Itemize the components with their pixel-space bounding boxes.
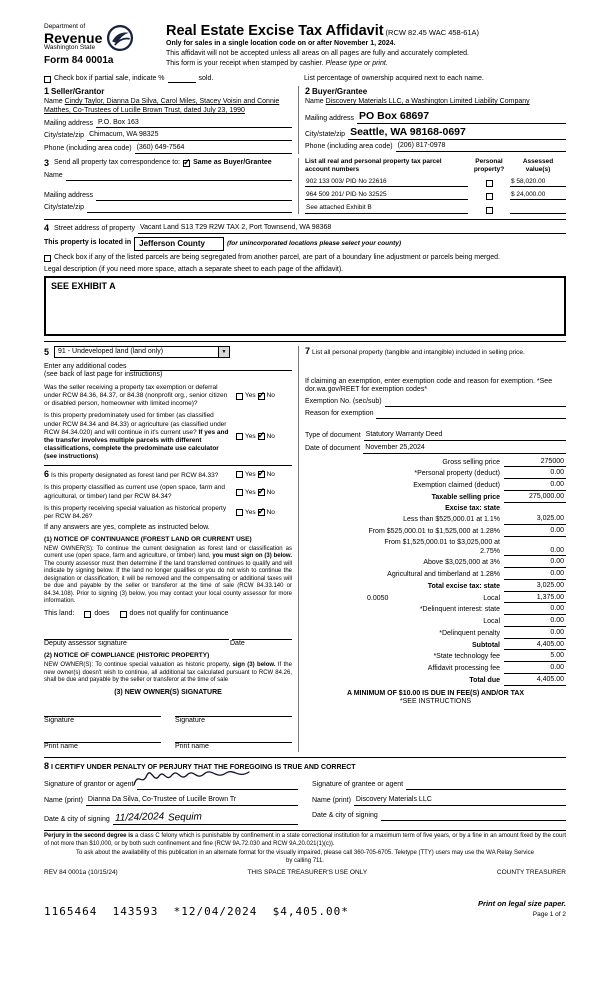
county-select[interactable]: Jefferson County xyxy=(134,237,224,251)
section-7-and-tax xyxy=(298,346,566,752)
parcel-table xyxy=(298,158,566,214)
tax-line-label: From $525,000.01 to $1,525,000 at 1.28% xyxy=(368,528,500,536)
s5q2-yes-checkbox[interactable] xyxy=(236,433,243,440)
tax-line xyxy=(305,582,566,592)
tax-line xyxy=(305,469,566,479)
tax-line-label: Total due xyxy=(469,676,500,684)
historical-question: Is this property receiving special valuation as historical property per RCW 84.26? Yes ✓ No xyxy=(44,505,292,521)
tax-line xyxy=(305,641,566,651)
tax-line-label: Local xyxy=(483,594,500,602)
s6q1-no-checkbox[interactable] xyxy=(258,471,265,478)
tax-line-label: From $1,525,000.01 to $3,025,000 at 2.75% xyxy=(384,538,500,555)
corr-city-field[interactable] xyxy=(87,204,292,213)
ownership-percent-note: List percentage of ownership acquired next to each name. xyxy=(304,74,484,82)
section-2-title: Buyer/Grantee xyxy=(312,87,368,97)
same-as-buyer-checkbox[interactable] xyxy=(183,160,190,167)
additional-codes-label: Enter any additional codes xyxy=(44,362,127,370)
tax-line xyxy=(305,664,566,674)
tax-line-value: 5.00 xyxy=(504,652,566,662)
tax-line xyxy=(305,458,566,468)
alternate-format-note: To ask about the availability of this publication in an alternate format for the visually impaired, please call 360-705-6705. Teletype (TTY) users may use the WA Relay Service by calling 711. xyxy=(76,850,534,864)
exemption-no-field[interactable] xyxy=(385,398,566,407)
corr-name-label: Name xyxy=(44,172,63,180)
segregated-label: Check box if any of the listed parcels are being segregated from another parcel, are part of a boundary line adjustment or parcels being merged. xyxy=(54,253,500,261)
tax-line xyxy=(305,505,566,514)
doc-date-field[interactable]: November 25,2024 xyxy=(363,444,566,454)
buyer-phone-field[interactable]: (206) 817-0978 xyxy=(396,142,566,152)
partial-sale-label: Check box if partial sale, indicate % xyxy=(54,74,165,82)
grantor-signature-block xyxy=(44,777,298,825)
print-name-1-field[interactable] xyxy=(44,734,161,743)
tax-line xyxy=(305,493,566,503)
reason-label: Reason for exemption xyxy=(305,410,374,418)
parcel-row xyxy=(305,178,566,187)
grantor-date-field[interactable]: 11/24/2024 Sequim xyxy=(113,812,298,826)
grantee-signature-block xyxy=(312,777,566,825)
timber-agriculture-question: Is this property predominately used for timber (as classified under RCW 84.34 and 84.33) or agriculture (as classified under RCW 84.34.020) and will continue in it's current use? If yes and the transfer involves multiple parcels with different classifications, complete the predominate use calculator (see instructions) Yes ✓ No xyxy=(44,412,292,461)
segregated-checkbox[interactable] xyxy=(44,255,51,262)
new-owner-signature-1-field[interactable] xyxy=(44,708,161,717)
legal-description-box[interactable]: SEE EXHIBIT A xyxy=(44,276,566,336)
header xyxy=(44,24,566,68)
tax-line-value: 0.00 xyxy=(504,617,566,627)
tax-line xyxy=(305,527,566,537)
does-qualify-checkbox[interactable] xyxy=(84,611,91,618)
tax-line-value: 0.00 xyxy=(504,547,566,557)
seller-phone-label: Phone (including area code) xyxy=(44,145,132,153)
section-4-property: 4 Street address of property Vacant Land S13 T29 R2W TAX 2, Port Townsend, WA 98368 This property is located in Jefferson County (for unincorporated locations please select your county) Check box if any of the listed parcels are being segregated from another parcel, are part of a boundary line adjustment or parcels being merged. Legal description (if you need more space, attach a separate sheet to each page of the affidavit). SEE EXHIBIT A xyxy=(44,219,566,337)
same-as-buyer-label: Same as Buyer/Grantee xyxy=(193,159,272,167)
tax-line-label: *State technology fee xyxy=(433,653,500,661)
parcel-row xyxy=(305,204,566,213)
dept-of-label: Department of xyxy=(44,23,86,30)
deputy-date-field[interactable] xyxy=(232,631,292,640)
land-qualify-row: This land: does does not qualify for continuance xyxy=(44,609,229,617)
doc-type-field[interactable]: Statutory Warranty Deed xyxy=(364,431,566,441)
land-use-code-select[interactable]: 91 - Undeveloped land (land only) ▼ xyxy=(54,346,230,358)
buyer-name: Name Discovery Materials LLC, a Washington Limited Liability Company xyxy=(305,98,530,106)
seller-city-field[interactable]: Chimacum, WA 98325 xyxy=(87,131,292,141)
doc-type-label: Type of document xyxy=(305,432,361,440)
tax-line-label: *Delinquent penalty xyxy=(439,629,500,637)
signature-label-2: Signature xyxy=(175,716,205,724)
street-address-label: Street address of property xyxy=(54,225,135,233)
s6q2-no-checkbox[interactable] xyxy=(258,489,265,496)
county-treasurer-label: COUNTY TREASURER xyxy=(496,869,566,877)
additional-codes-field[interactable] xyxy=(130,362,293,371)
certification-title: I CERTIFY UNDER PENALTY OF PERJURY THAT THE FOREGOING IS TRUE AND CORRECT xyxy=(51,764,356,772)
tax-line-value: 1,375.00 xyxy=(504,594,566,604)
parcel-number: 964 509 201/ PID No 32525 xyxy=(305,191,468,200)
parcel-table-header: List all real and personal property tax parcel account numbers Personal property? Assessed value(s) xyxy=(305,157,554,174)
grantor-sig-label: Signature of grantor or agent xyxy=(44,781,134,789)
section-1-seller-grantor: 1 Seller/Grantor Name Cindy Taylor, Dianna Da Silva, Carol Miles, Stacey Voisin and Connie Matthes, Co-Trustees of Lucille Brown Trust, dated July 23, 1990 Mailing address P.O. Box 163 City/state/zip Chimacum, WA 98325 Phone (including area code) (360) 649-7564 xyxy=(44,86,298,154)
tax-line-value: 0.00 xyxy=(504,629,566,639)
tax-line xyxy=(305,481,566,491)
grantor-signature-field[interactable] xyxy=(137,781,298,790)
seller-mailing-field[interactable]: P.O. Box 163 xyxy=(96,119,292,129)
tax-line-label: Above $3,025,000 at 3% xyxy=(423,559,500,567)
seller-city-label: City/state/zip xyxy=(44,132,85,140)
tax-line-value: 0.00 xyxy=(504,570,566,580)
deputy-assessor-signature-field[interactable] xyxy=(44,631,229,640)
tax-line-label: Subtotal xyxy=(472,641,500,649)
s5q2-no-checkbox[interactable] xyxy=(258,433,265,440)
partial-sold-label: sold. xyxy=(198,74,214,82)
seller-phone-field[interactable]: (360) 649-7564 xyxy=(135,144,292,154)
tax-line xyxy=(305,652,566,662)
grantee-date-field[interactable] xyxy=(381,812,566,821)
current-use-question: Is this property classified as current use (open space, farm and agricultural, or timber) land per RCW 84.34? Yes ✓ No xyxy=(44,484,292,500)
partial-sale-row xyxy=(44,74,566,83)
tax-line-label: Less than $525,000.01 at 1.1% xyxy=(403,516,500,524)
notice-compliance-title: (2) NOTICE OF COMPLIANCE (HISTORIC PROPERTY) xyxy=(44,652,210,660)
legal-paper-note: Print on legal size paper. xyxy=(478,899,566,909)
tax-line-label: *Personal property (deduct) xyxy=(414,470,500,478)
buyer-city-field[interactable]: Seattle, WA 98168-0697 xyxy=(348,126,566,140)
page-title: Real Estate Excise Tax Affidavit xyxy=(166,23,384,39)
print-name-label-2: Print name xyxy=(175,743,209,751)
tax-line-value: 275000 xyxy=(504,458,566,468)
tax-line-label: Total excise tax: state xyxy=(427,582,500,590)
correspondence-parcels-columns xyxy=(44,158,566,214)
partial-sale-checkbox[interactable] xyxy=(44,76,51,83)
chevron-down-icon[interactable]: ▼ xyxy=(218,347,229,357)
tax-line-value: 4,405.00 xyxy=(504,676,566,686)
tax-line-label: Local xyxy=(483,618,500,626)
tax-line xyxy=(305,605,566,615)
washington-state-label: Washington State xyxy=(44,43,96,51)
exemption-note: If claiming an exemption, enter exemption code and reason for exemption. *See dor.wa.gov/REET for exemption codes* xyxy=(305,377,553,394)
section-3-correspondence: 3 Send all property tax correspondence to: ✓ Same as Buyer/Grantee Name Mailing address City/state/zip xyxy=(44,158,298,214)
signature-label-1: Signature xyxy=(44,716,74,724)
buyer-mailing-field[interactable]: PO Box 68697 xyxy=(357,110,566,124)
tax-line-value: 0.00 xyxy=(504,469,566,479)
parcel-number: 902 133 003/ PID No 22616 xyxy=(305,178,468,187)
tax-line-rate: 0.0050 xyxy=(367,594,389,602)
notice-continuance-body: NEW OWNER(S): To continue the current designation as forest land or classification as current use (open space, farm and agriculture, or timber) land, you must sign on (3) below. The county assessor must then determine if the land transferred continues to qualify and will indicate by signing below. If the land no longer qualifies or you do not wish to continue the designation or classification, it will be removed and the compensating or additional taxes will be due and payable by the seller or transferor at the time of sale (RCW 84.33.140 or 84.34.108). Prior to signing (3) below, you may contact your local county assessor for more information. xyxy=(44,545,293,605)
tax-line xyxy=(305,594,566,604)
correspondence-label: Send all property tax correspondence to: xyxy=(54,159,181,167)
revenue-wordmark: Revenue xyxy=(44,29,103,46)
corr-name-field[interactable] xyxy=(66,172,292,181)
section-1-title: Seller/Grantor xyxy=(51,87,105,97)
tax-line xyxy=(305,515,566,525)
grantor-name-field[interactable]: Dianna Da Silva, Co-Trustee of Lucille Brown Tr xyxy=(86,796,298,806)
grantee-sig-label: Signature of grantee or agent xyxy=(312,781,404,789)
parcel-number: See attached Exhibit B xyxy=(305,204,468,213)
seller-mailing-label: Mailing address xyxy=(44,119,94,127)
corr-mailing-label: Mailing address xyxy=(44,192,94,200)
deputy-date-label: Date xyxy=(230,639,245,647)
tax-line-label: Excise tax: state xyxy=(445,504,500,512)
grantor-grantee-columns xyxy=(44,86,566,154)
assessed-value xyxy=(510,213,566,214)
notice-continuance-title: (1) NOTICE OF CONTINUANCE (FOREST LAND OR CURRENT USE) xyxy=(44,535,252,543)
tax-line xyxy=(305,617,566,627)
tax-line xyxy=(305,629,566,639)
tax-line-value: 0.00 xyxy=(504,527,566,537)
tax-line xyxy=(305,539,566,557)
rcw-reference: (RCW 82.45 WAC 458-61A) xyxy=(385,28,480,37)
exemption-no-label: Exemption No. (sec/sub) xyxy=(305,398,382,406)
exemption-deferral-question: Was the seller receiving a property tax exemption or deferral under RCW 84.36, 84.37, or 84.38 (nonprofit org., senior citizen or disabled person, homeowner with limited income)? Yes ✓ No xyxy=(44,384,292,408)
section-2-buyer-grantee: 2 Buyer/Grantee Name Discovery Materials LLC, a Washington Limited Liability Company Mailing address PO Box 68697 City/state/zip Seattle, WA 98168-0697 Phone (including area code) (206) 817-0978 xyxy=(298,86,566,154)
tax-line xyxy=(305,676,566,686)
grantee-signature-field[interactable] xyxy=(406,781,566,790)
assessed-value: $ 24,000.00 xyxy=(510,191,566,200)
see-instructions-note: *SEE INSTRUCTIONS xyxy=(399,698,472,706)
rev-number: REV 84 0001a (10/15/24) xyxy=(44,869,118,877)
corr-mailing-field[interactable] xyxy=(96,192,292,201)
tax-line-value: 4,405.00 xyxy=(504,641,566,651)
grantee-name-label: Name (print) xyxy=(312,796,351,804)
personal-property-checkbox[interactable] xyxy=(486,193,493,200)
located-in-label: This property is located in xyxy=(44,239,132,247)
does-not-qualify-checkbox[interactable] xyxy=(120,611,127,618)
personal-property-checkbox[interactable] xyxy=(486,180,493,187)
form-number: Form 84 0001a xyxy=(44,55,114,66)
header-note-3: This form is your receipt when stamped by cashier. Please type or print. xyxy=(166,59,388,67)
print-name-label-1: Print name xyxy=(44,743,78,751)
minimum-fee-note: A MINIMUM OF $10.00 IS DUE IN FEE(S) AND/OR TAX xyxy=(346,689,525,697)
tax-line-label: Taxable selling price xyxy=(431,493,500,501)
legal-description-label: Legal description (if you need more space, attach a separate sheet to each page of the affidavit). xyxy=(44,265,344,273)
buyer-city-label: City/state/zip xyxy=(305,131,346,139)
grantee-name-field[interactable]: Discovery Materials LLC xyxy=(354,796,566,806)
s5q1-yes-checkbox[interactable] xyxy=(236,393,243,400)
grantor-name-label: Name (print) xyxy=(44,796,83,804)
grantor-date-label: Date & city of signing xyxy=(44,816,110,824)
additional-codes-note: (see back of last page for instructions) xyxy=(44,371,163,379)
s6q3-no-checkbox[interactable] xyxy=(258,509,265,516)
personal-property-checkbox[interactable] xyxy=(486,207,493,214)
tax-line xyxy=(305,570,566,580)
header-note-1: Only for sales in a single location code on or after November 1, 2024. xyxy=(166,40,396,48)
parcel-row xyxy=(305,191,566,200)
tax-line-value: 0.00 xyxy=(504,664,566,674)
s6q1-yes-checkbox[interactable] xyxy=(236,471,243,478)
tax-line-label: Agricultural and timberland at 1.28% xyxy=(387,571,500,579)
buyer-mailing-label: Mailing address xyxy=(305,115,355,123)
dor-logo-icon xyxy=(106,24,134,52)
s6q3-yes-checkbox[interactable] xyxy=(236,509,243,516)
s6q2-yes-checkbox[interactable] xyxy=(236,489,243,496)
tax-line-label: Affidavit processing fee xyxy=(427,665,500,673)
doc-date-label: Date of document xyxy=(305,444,361,452)
tax-line-value: 275,000.00 xyxy=(504,493,566,503)
tax-line-value: 0.00 xyxy=(504,481,566,491)
footer-row xyxy=(44,869,566,877)
street-address-field[interactable]: Vacant Land S13 T29 R2W TAX 2, Port Townsend, WA 98368 xyxy=(138,224,566,234)
perjury-note: Perjury in the second degree is a class C felony which is punishable by confinement in a state correctional institution for a maximum term of five years, or by a fine in an amount fixed by the court of not more than $10,000, or by both such confinement and fine (RCW 9A.72.030 and RCW 9A.20.021(1)(c)). xyxy=(44,830,566,848)
notice-compliance-body: NEW OWNER(S): To continue special valuation as historic property, sign (3) below. If the new owner(s) doesn't wish to continue, all additional tax calculated pursuant to RCW 84.26, shall be due and payable by the seller or transferor at the time of sale xyxy=(44,662,292,684)
tax-line-value: 0.00 xyxy=(504,605,566,615)
assessed-value: $ 58,020.00 xyxy=(510,178,566,187)
page-number: Page 1 of 2 xyxy=(532,910,566,918)
section-8-certification: 8 I CERTIFY UNDER PENALTY OF PERJURY THAT THE FOREGOING IS TRUE AND CORRECT Signature of grantor or agent Name (print) Dianna Da Silva, Co-Trustee of Lucille Brown Tr Date & city of signing 11/24/2024 Sequim Signature of grantee or agent Name (print) Discovery Materials LLC Date & city of signing xyxy=(44,757,566,825)
tax-line xyxy=(305,558,566,568)
section-5-use-code: 5 91 - Undeveloped land (land only) ▼ Enter any additional codes (see back of last page for instructions) Was the seller receiving a property tax exemption or deferral under RCW 84.36, 84.37, or 84.38 (nonprofit org., senior citizen or disabled person, homeowner with limited income)? Yes ✓ No Is this property predominately used for timber (as classified under RCW 84.34 and 84.33) or agriculture (as classified under RCW 84.34.020) and will continue in it's current use? If yes and the transfer involves multiple parcels with different classifications, complete the predominate use calculator (see instructions) Yes ✓ No xyxy=(44,346,292,461)
corr-city-label: City/state/zip xyxy=(44,204,85,212)
county-note: (for unincorporated locations please select your county) xyxy=(226,239,402,247)
s5q1-no-checkbox[interactable] xyxy=(258,393,265,400)
grantee-date-label: Date & city of signing xyxy=(312,811,378,819)
tax-line-label: Exemption claimed (deduct) xyxy=(413,482,500,490)
if-yes-note: If any answers are yes, complete as instructed below. xyxy=(44,523,210,531)
use-and-tax-columns xyxy=(44,341,566,752)
buyer-phone-label: Phone (including area code) xyxy=(305,143,393,151)
deputy-signature-label: Deputy assessor signature xyxy=(44,639,127,647)
reason-field[interactable] xyxy=(376,410,566,419)
treasurer-stamp: 1165464 143593 *12/04/2024 $4,405.00* xyxy=(44,905,349,919)
tax-line-label: *Delinquent interest: state xyxy=(419,606,500,614)
personal-property-intro: 7 List all personal property (tangible and intangible) included in selling price. xyxy=(305,346,525,357)
forest-land-question: 6 Is this property designated as forest land per RCW 84.33? Yes ✓ No xyxy=(44,469,292,480)
header-note-2: This affidavit will not be accepted unless all areas on all pages are fully and accurately completed. xyxy=(166,49,469,57)
print-name-2-field[interactable] xyxy=(175,734,292,743)
partial-percent-field[interactable] xyxy=(168,74,196,83)
new-owner-signature-2-field[interactable] xyxy=(175,708,292,717)
seller-name: Name Cindy Taylor, Dianna Da Silva, Carol Miles, Stacey Voisin and Connie Matthes, Co-Trustees of Lucille Brown Trust, dated July 23, 1990 xyxy=(44,98,280,114)
tax-line-value: 3,025.00 xyxy=(504,515,566,525)
tax-line-label: Gross selling price xyxy=(442,458,500,466)
tax-line-value: 0.00 xyxy=(504,558,566,568)
treasurer-space-label: THIS SPACE TREASURER'S USE ONLY xyxy=(247,869,368,877)
new-owners-signature-title: (3) NEW OWNER(S) SIGNATURE xyxy=(114,688,222,696)
tax-line-value: 3,025.00 xyxy=(504,582,566,592)
dor-brand xyxy=(44,24,156,68)
section-6-classification xyxy=(44,465,292,752)
